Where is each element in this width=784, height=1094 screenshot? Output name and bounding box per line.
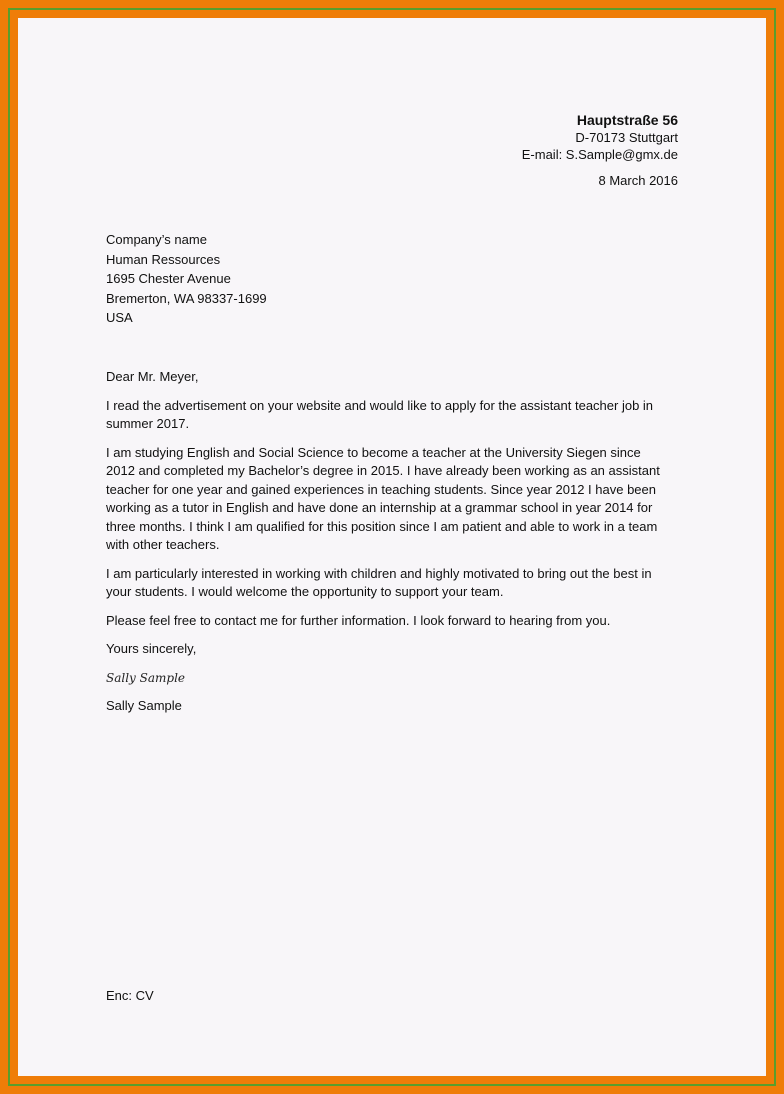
letter-body	[106, 368, 666, 716]
signer-name: Sally Sample	[106, 698, 182, 713]
recipient-company: Company’s name	[106, 232, 207, 247]
closing: Yours sincerely,	[106, 641, 197, 656]
sender-street: Hauptstraße 56	[576, 112, 678, 128]
recipient-street: 1695 Chester Avenue	[106, 271, 231, 287]
letter-page	[18, 18, 766, 1076]
salutation: Dear Mr. Meyer,	[106, 369, 199, 384]
paragraph-4: Please feel free to contact me for further information. I look forward to hearing from you.	[106, 612, 611, 628]
recipient-city: Bremerton, WA 98337-1699	[106, 290, 267, 306]
sender-address	[522, 112, 678, 163]
letter-date: 8 March 2016	[598, 173, 678, 188]
paragraph-1: I read the advertisement on your website and would like to apply for the assistant teacher job in summer 2017.	[106, 397, 654, 431]
paragraph-3: I am particularly interested in working with children and highly motivated to bring out the best in your students. I would welcome the opportunity to support your team.	[106, 565, 652, 599]
paragraph-2: I am studying English and Social Science to become a teacher at the University Siegen since 2012 and completed my Bachelor’s degree in 2015. I have already been working as an assistant teacher for one year and gained experiences in teaching students. Since year 2012 I have been working as a tutor in English and have done an internship at a grammar school in year 2014 for three months. I think I am qualified for this position since I am patient and able to work in a team with other teachers.	[106, 444, 660, 552]
sender-city: D-70173 Stuttgart	[575, 130, 678, 145]
sender-email: E-mail: S.Sample@gmx.de	[521, 147, 678, 162]
recipient-address	[106, 230, 267, 328]
enclosure-note: Enc: CV	[106, 988, 154, 1003]
recipient-department: Human Ressources	[106, 251, 221, 267]
handwritten-signature: Sally Sample	[106, 670, 186, 685]
recipient-country: USA	[106, 310, 133, 326]
